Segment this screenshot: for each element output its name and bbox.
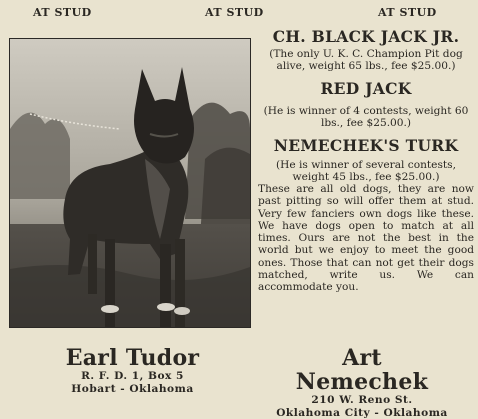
seller-address-line1: 210 W. Reno St. [272,394,452,407]
dog-photo-image [10,39,250,327]
header-row [0,6,478,20]
at-stud-heading-right: AT STUD [378,6,437,19]
dog-name-black-jack: CH. BLACK JACK JR. [258,28,474,46]
seller-art-nemechek [272,346,452,419]
seller-address-line2: Hobart - Oklahoma [50,383,215,396]
dog-name-red-jack: RED JACK [258,80,474,98]
dog-photo [9,38,251,328]
at-stud-heading-left: AT STUD [33,6,92,19]
advertisement-body-text: These are all old dogs, they are now past pitting so will offer them at stud. Very few fanciers own dogs like these. We have dogs open to match at all times. Ours are not the best in the world but we enjoy to meet the good ones. Those that can not get their dogs matched, write us. We can accommodate you. [258,183,474,294]
footer [0,346,478,404]
seller-address-line2: Oklahoma City - Oklahoma [272,407,452,419]
dog-description-nemecheks-turk: (He is winner of several contests, weight 45 lbs., fee $25.00.) [258,159,474,183]
dog-description-black-jack: (The only U. K. C. Champion Pit dog alive, weight 65 lbs., fee $25.00.) [258,48,474,72]
stud-listing-column [258,26,474,294]
seller-address-line1: R. F. D. 1, Box 5 [50,370,215,383]
dog-name-nemecheks-turk: NEMECHEK'S TURK [258,137,474,155]
at-stud-heading-center: AT STUD [205,6,264,19]
seller-name: Art Nemechek [272,346,452,394]
dog-description-red-jack: (He is winner of 4 contests, weight 60 lbs., fee $25.00.) [258,105,474,129]
seller-name: Earl Tudor [50,346,215,370]
seller-earl-tudor [50,346,215,395]
